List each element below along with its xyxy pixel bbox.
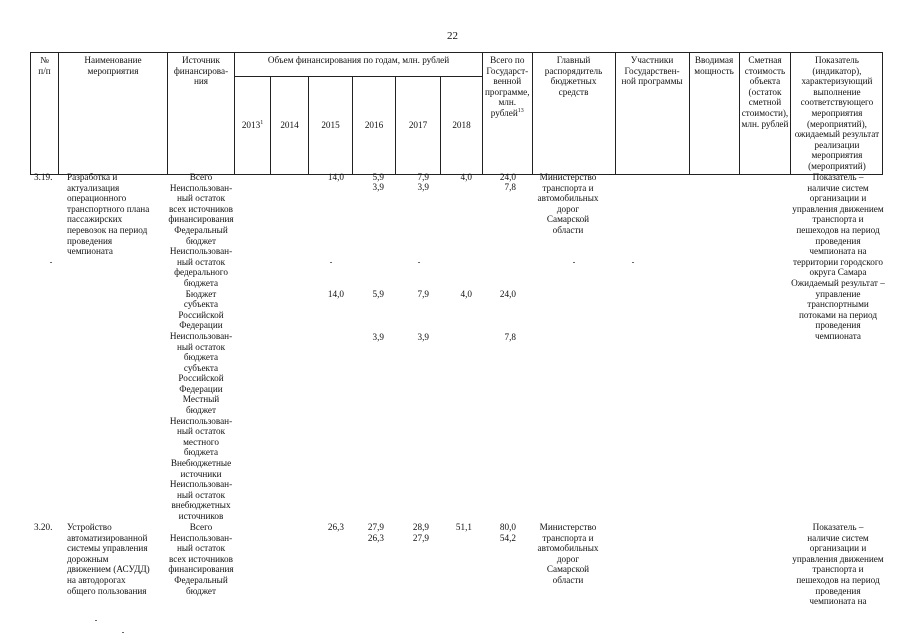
value-3-19-total-2016: 5,9: [372, 172, 384, 182]
scan-speck: [122, 632, 124, 633]
row-manager-3-19: Министерство транспорта и автомобильных дорог Самарской области: [537, 172, 599, 235]
scan-speck: [418, 262, 420, 263]
funding-table-header: [30, 52, 883, 175]
header-year-2017: 2017: [396, 77, 441, 174]
header-year-2014: 2014: [271, 77, 309, 174]
value-3-19-unused-sum: 7,8: [504, 182, 516, 192]
value-3-20-total-sum: 80,0: [499, 522, 516, 532]
value-3-19-unused-2017: 3,9: [417, 182, 429, 192]
row-indicator-3-19: Показатель – наличие систем организации и управления движением транспорта и пешеходов на период проведения чемпионата на территории городского округа Самара Ожидаемый результат – управление транспортными потоками на период проведения чемпионата: [791, 172, 885, 341]
scan-speck: [50, 262, 52, 263]
row-indicator-3-20: Показатель – наличие систем организации и управления движением транспорта и пешеходов на период проведения чемпионата на: [792, 522, 884, 607]
value-3-19-subject-unused-2016: 3,9: [372, 332, 384, 342]
header-total: Всего по Государст- венной программе, млн. рублей$^{13}$: [483, 53, 533, 175]
scan-speck: [632, 262, 634, 263]
header-year-2015: 2015: [309, 77, 353, 174]
value-3-20-total-2015: 26,3: [327, 522, 344, 532]
value-3-19-total-sum: 24,0: [499, 172, 516, 182]
value-3-19-subject-2015: 14,0: [327, 289, 344, 299]
row-num-3-20: 3.20.: [34, 522, 53, 532]
row-name-3-19: Разработка и актуализация операционного транспортного плана пассажирских перевозок на период проведения чемпионата: [67, 172, 150, 257]
row-num-3-19: 3.19.: [34, 172, 53, 182]
header-year-2013: 2013$^1$: [235, 77, 271, 174]
row-name-3-20: Устройство автоматизированной системы управления дорожным движением (АСУДД) на автодорогах общего пользования: [67, 522, 150, 596]
header-estimate: Сметная стоимость объекта (остаток сметной стоимости), млн. рублей: [739, 53, 791, 175]
value-3-19-subject-2018: 4,0: [460, 289, 472, 299]
header-year-2018: 2018: [441, 77, 483, 174]
value-3-20-unused-2016: 26,3: [367, 533, 384, 543]
value-3-19-subject-2017: 7,9: [417, 289, 429, 299]
value-3-20-total-2016: 27,9: [367, 522, 384, 532]
value-3-19-subject-unused-2017: 3,9: [417, 332, 429, 342]
value-3-20-unused-sum: 54,2: [499, 533, 516, 543]
page-number: 22: [447, 30, 458, 42]
header-capacity: Вводимая мощность: [689, 53, 739, 175]
header-indicator: Показатель (индикатор), характеризующий выполнение соответствующего мероприятия (мероприятий), ожидаемый результат реализации мероприятия (мероприятий): [791, 53, 883, 175]
value-3-19-subject-unused-sum: 7,8: [504, 332, 516, 342]
value-3-20-total-2018: 51,1: [455, 522, 472, 532]
header-year-2016: 2016: [353, 77, 396, 174]
header-num: № п/п: [31, 53, 59, 175]
scan-speck: [95, 620, 97, 621]
header-funding-title: Объем финансирования по годам, млн. рублей: [235, 53, 483, 77]
scan-speck: [330, 262, 332, 263]
row-sources-3-20: Всего Неиспользован- ный остаток всех источников финансирования Федеральный бюджет: [168, 522, 234, 596]
value-3-19-total-2017: 7,9: [417, 172, 429, 182]
row-manager-3-20: Министерство транспорта и автомобильных дорог Самарской области: [537, 522, 599, 585]
value-3-19-total-2018: 4,0: [460, 172, 472, 182]
header-name: Наименование мероприятия: [59, 53, 168, 175]
row-sources-3-19: Всего Неиспользован- ный остаток всех источников финансирования Федеральный бюджет Неиспользован- ный остаток федерального бюджета Бюджет субъекта Российской Федерации Неиспользован- ный остаток бюджета субъекта Российской Федерации Местный бюджет Неиспользован- ный остаток местного бюджета Внебюджетные источники Неиспользован- ный остаток внебюджетных источников: [168, 172, 234, 521]
scan-speck: [573, 262, 575, 263]
value-3-19-unused-2016: 3,9: [372, 182, 384, 192]
value-3-19-subject-2016: 5,9: [372, 289, 384, 299]
header-manager: Главный распорядитель бюджетных средств: [532, 53, 615, 175]
value-3-20-unused-2017: 27,9: [412, 533, 429, 543]
value-3-20-total-2017: 28,9: [412, 522, 429, 532]
header-participants: Участники Государствен- ной программы: [615, 53, 689, 175]
header-source: Источник финансирова- ния: [168, 53, 235, 175]
value-3-19-total-2015: 14,0: [327, 172, 344, 182]
value-3-19-subject-sum: 24,0: [499, 289, 516, 299]
